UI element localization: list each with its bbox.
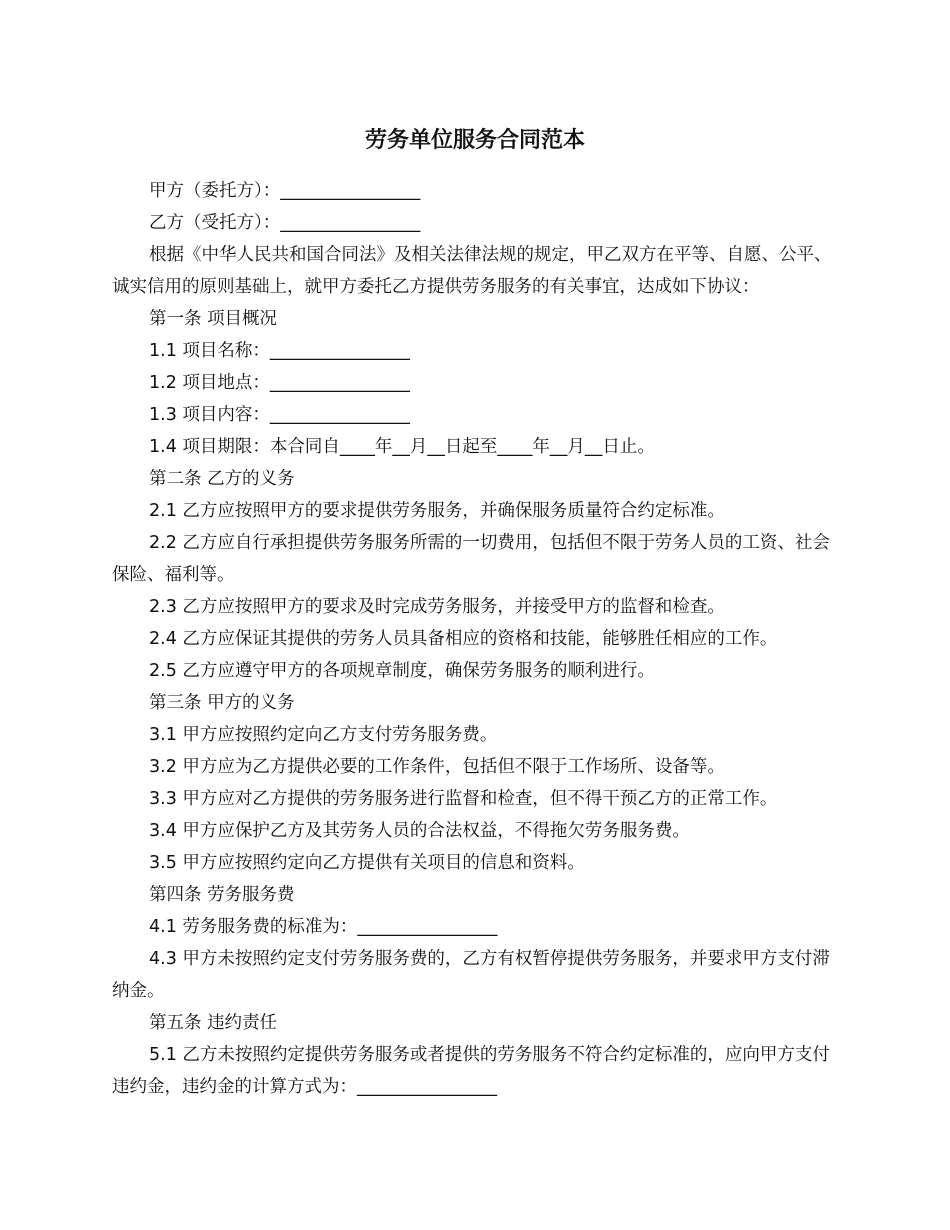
clause-1-1: 1.1 项目名称：________________ (149, 341, 410, 361)
preamble-paragraph: 根据《中华人民共和国合同法》及相关法律法规的规定，甲乙双方在平等、自愿、公平、诚实信用的原则基础上，就甲方委托乙方提供劳务服务的有关事宜，达成如下协议： (112, 245, 832, 297)
clause-2-1: 2.1 乙方应按照甲方的要求提供劳务服务，并确保服务质量符合约定标准。 (149, 501, 725, 521)
article-4-heading: 第四条 劳务服务费 (149, 885, 295, 905)
document-title: 劳务单位服务合同范本 (364, 128, 585, 153)
clause-1-3: 1.3 项目内容：________________ (149, 405, 410, 425)
clause-2-4: 2.4 乙方应保证其提供的劳务人员具备相应的资格和技能，能够胜任相应的工作。 (149, 629, 778, 649)
clause-2-5: 2.5 乙方应遵守甲方的各项规章制度，确保劳务服务的顺利进行。 (149, 661, 655, 681)
clause-2-3: 2.3 乙方应按照甲方的要求及时完成劳务服务，并接受甲方的监督和检查。 (149, 597, 725, 617)
clause-4-3: 4.3 甲方未按照约定支付劳务服务费的，乙方有权暂停提供劳务服务，并要求甲方支付滞纳金。 (112, 949, 830, 1001)
party-b-line: 乙方（受托方）：________________ (149, 213, 421, 233)
clause-3-4: 3.4 甲方应保护乙方及其劳务人员的合法权益，不得拖欠劳务服务费。 (149, 821, 690, 841)
clause-3-1: 3.1 甲方应按照约定向乙方支付劳务服务费。 (149, 725, 498, 745)
clause-5-1: 5.1 乙方未按照约定提供劳务服务或者提供的劳务服务不符合约定标准的，应向甲方支付违约金，违约金的计算方式为：________________ (112, 1045, 830, 1097)
clause-3-2: 3.2 甲方应为乙方提供必要的工作条件，包括但不限于工作场所、设备等。 (149, 757, 725, 777)
party-a-line: 甲方（委托方）：________________ (149, 181, 421, 201)
article-3-heading: 第三条 甲方的义务 (149, 693, 295, 713)
clause-4-1: 4.1 劳务服务费的标准为：________________ (149, 917, 498, 937)
clause-1-4: 1.4 项目期限：本合同自____年__月__日起至____年__月__日止。 (149, 437, 655, 457)
document-body (112, 175, 842, 1103)
article-1-heading: 第一条 项目概况 (149, 309, 278, 329)
clause-3-5: 3.5 甲方应按照约定向乙方提供有关项目的信息和资料。 (149, 853, 585, 873)
article-2-heading: 第二条 乙方的义务 (149, 469, 295, 489)
clause-1-2: 1.2 项目地点：________________ (149, 373, 410, 393)
clause-2-2: 2.2 乙方应自行承担提供劳务服务所需的一切费用，包括但不限于劳务人员的工资、社会保险、福利等。 (112, 533, 830, 585)
clause-3-3: 3.3 甲方应对乙方提供的劳务服务进行监督和检查，但不得干预乙方的正常工作。 (149, 789, 778, 809)
article-5-heading: 第五条 违约责任 (149, 1013, 278, 1033)
